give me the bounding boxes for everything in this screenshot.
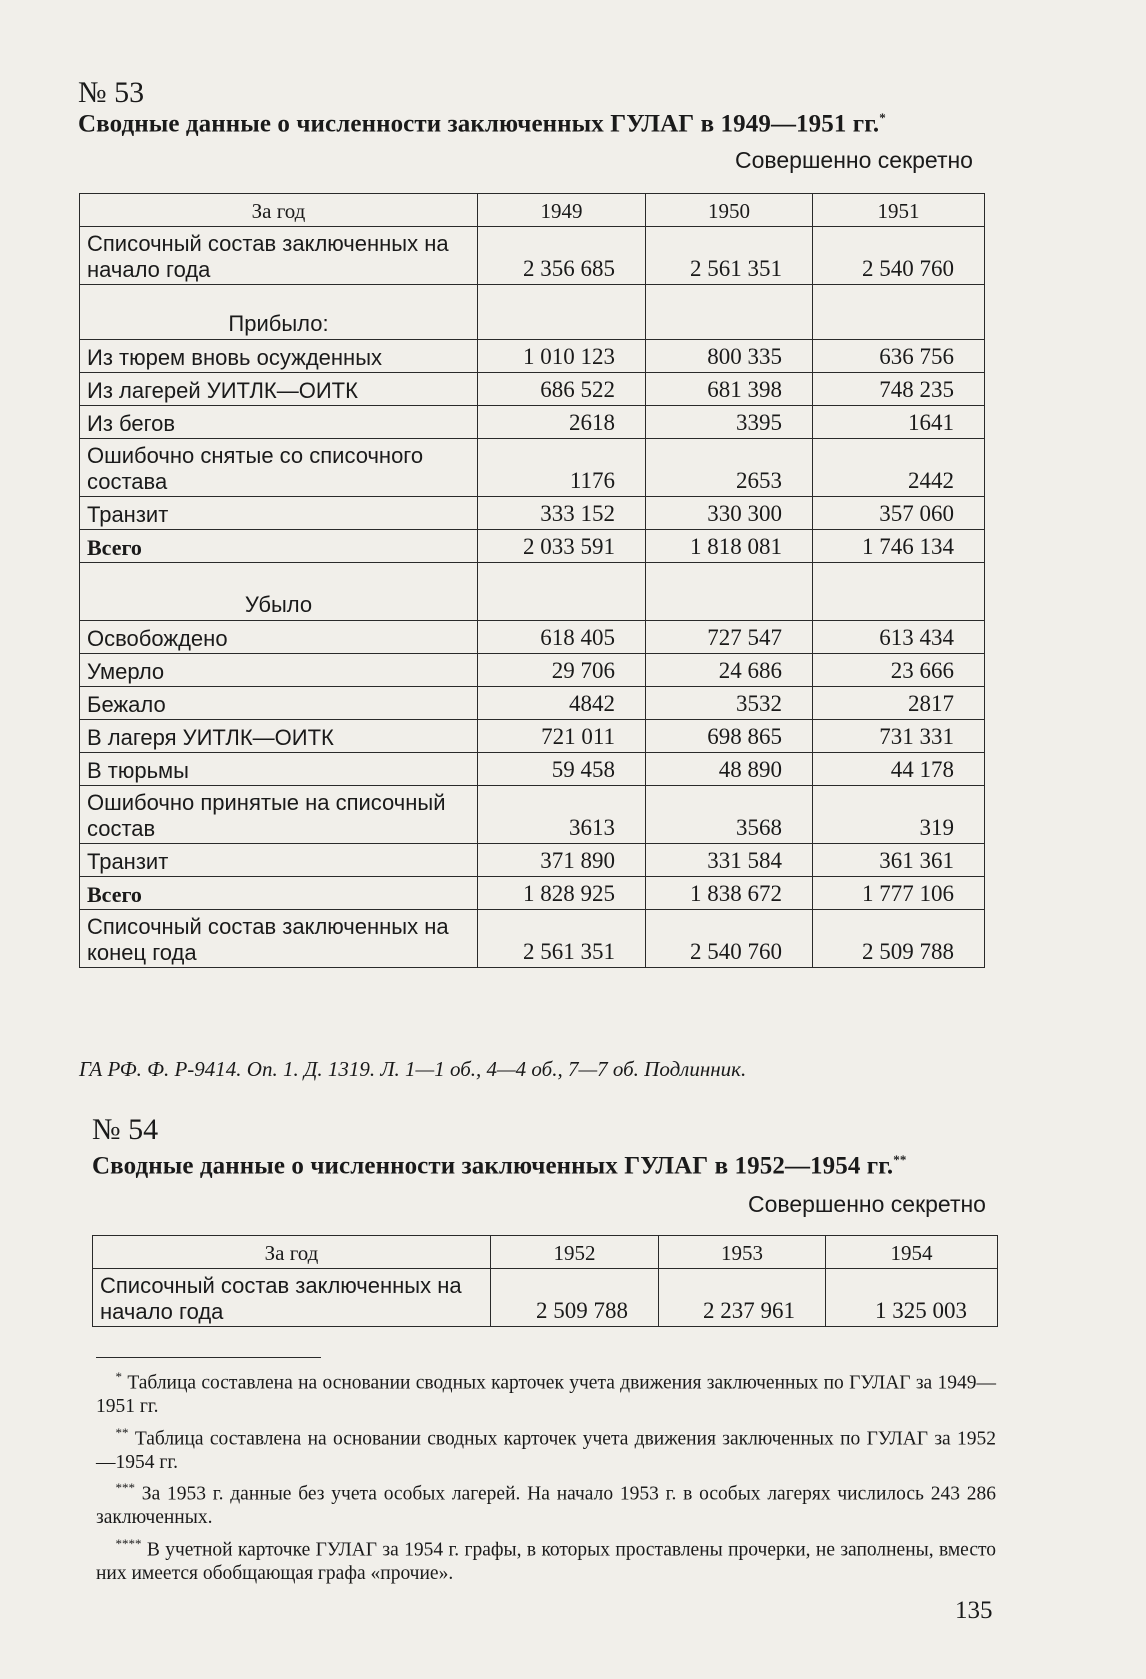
footnote-text: В учетной карточке ГУЛАГ за 1954 г. графы, в которых проставлены прочерки, не заполнены, вместо них имеется обобщающая графа «прочие».	[96, 1539, 996, 1584]
section-title-arrived: Прибыло:	[80, 285, 478, 340]
table-header-row	[80, 194, 985, 227]
table-row	[80, 406, 985, 439]
cell-1949: 2 356 685	[478, 227, 646, 285]
doc-54-number: № 54	[92, 1113, 159, 1146]
footnote-text: За 1953 г. данные без учета особых лагерей. На начало 1953 г. в особых лагерях числилось 243 286 заключенных.	[96, 1483, 997, 1528]
row-label: Умерло	[80, 654, 478, 687]
table-row	[80, 753, 985, 786]
cell-1949: 686 522	[478, 373, 646, 406]
cell-1951: 2 540 760	[813, 227, 985, 285]
section-title-departed: Убыло	[80, 563, 478, 621]
cell-1949: 59 458	[478, 753, 646, 786]
row-label: Списочный состав заключенных на начало года	[80, 227, 478, 285]
table-row	[80, 786, 985, 844]
row-label: Из тюрем вновь осужденных	[80, 340, 478, 373]
cell-1950: 3532	[646, 687, 813, 720]
table-row	[80, 340, 985, 373]
table-row-departed-total	[80, 877, 985, 910]
header-year-1951: 1951	[813, 194, 985, 227]
row-label: Бежало	[80, 687, 478, 720]
table-row	[80, 720, 985, 753]
row-label: Транзит	[80, 844, 478, 877]
cell-1949: 1 828 925	[478, 877, 646, 910]
cell-1949: 2618	[478, 406, 646, 439]
cell-1950: 698 865	[646, 720, 813, 753]
cell-1950: 331 584	[646, 844, 813, 877]
table-header-row	[93, 1236, 998, 1269]
footnote	[96, 1365, 996, 1419]
cell-1949: 29 706	[478, 654, 646, 687]
cell-1949: 333 152	[478, 497, 646, 530]
table-row-arrived-total	[80, 530, 985, 563]
cell-1950: 24 686	[646, 654, 813, 687]
header-year-1954: 1954	[826, 1236, 998, 1269]
empty-cell	[646, 285, 813, 340]
cell-1949: 1 010 123	[478, 340, 646, 373]
cell-1950: 1 838 672	[646, 877, 813, 910]
row-label: Всего	[80, 530, 478, 563]
table-row	[80, 844, 985, 877]
section-row-arrived	[80, 285, 985, 340]
cell-1951: 731 331	[813, 720, 985, 753]
doc-54-classification: Совершенно секретно	[748, 1191, 986, 1217]
cell-1950: 48 890	[646, 753, 813, 786]
doc-53-title	[78, 110, 886, 138]
footnote-mark: ****	[115, 1535, 142, 1551]
row-label: Списочный состав заключенных на конец года	[80, 910, 478, 968]
cell-1951: 2442	[813, 439, 985, 497]
cell-1950: 681 398	[646, 373, 813, 406]
table-row	[80, 654, 985, 687]
doc-54-title-mark: **	[893, 1152, 907, 1167]
header-year-1953: 1953	[659, 1236, 826, 1269]
cell-1954: 1 325 003	[826, 1269, 998, 1327]
empty-cell	[478, 563, 646, 621]
cell-1951: 44 178	[813, 753, 985, 786]
cell-1951: 319	[813, 786, 985, 844]
cell-1951: 361 361	[813, 844, 985, 877]
footnote-mark: **	[115, 1424, 129, 1440]
doc-53-number: № 53	[78, 76, 145, 109]
header-year-1952: 1952	[491, 1236, 659, 1269]
cell-1951: 2817	[813, 687, 985, 720]
row-label: В лагеря УИТЛК—ОИТК	[80, 720, 478, 753]
header-period: За год	[93, 1236, 491, 1269]
row-label: Ошибочно принятые на списочный состав	[80, 786, 478, 844]
cell-1951: 1 777 106	[813, 877, 985, 910]
empty-cell	[478, 285, 646, 340]
table-row-end	[80, 910, 985, 968]
footnote	[96, 1421, 996, 1475]
row-label: Из бегов	[80, 406, 478, 439]
row-label: В тюрьмы	[80, 753, 478, 786]
cell-1951: 1 746 134	[813, 530, 985, 563]
cell-1949: 371 890	[478, 844, 646, 877]
empty-cell	[813, 563, 985, 621]
doc-53-classification: Совершенно секретно	[735, 147, 973, 173]
cell-1949: 2 033 591	[478, 530, 646, 563]
header-period: За год	[80, 194, 478, 227]
cell-1950: 2 540 760	[646, 910, 813, 968]
cell-1951: 636 756	[813, 340, 985, 373]
table-row	[80, 373, 985, 406]
doc-53-source: ГА РФ. Ф. Р-9414. Оп. 1. Д. 1319. Л. 1—1 об., 4—4 об., 7—7 об. Подлинник.	[79, 1057, 747, 1081]
row-label: Транзит	[80, 497, 478, 530]
row-label: Всего	[80, 877, 478, 910]
footnote-text: Таблица составлена на основании сводных карточек учета движения заключенных по ГУЛАГ за 1952—1954 гг.	[96, 1428, 997, 1473]
table-row-start	[93, 1269, 998, 1327]
cell-1950: 3395	[646, 406, 813, 439]
cell-1949: 618 405	[478, 621, 646, 654]
cell-1950: 3568	[646, 786, 813, 844]
cell-1949: 1176	[478, 439, 646, 497]
row-label: Из лагерей УИТЛК—ОИТК	[80, 373, 478, 406]
cell-1951: 23 666	[813, 654, 985, 687]
header-year-1950: 1950	[646, 194, 813, 227]
doc-54-table	[92, 1235, 998, 1327]
cell-1953: 2 237 961	[659, 1269, 826, 1327]
doc-53-table	[79, 193, 985, 968]
doc-54-title	[92, 1152, 906, 1180]
empty-cell	[813, 285, 985, 340]
cell-1951: 2 509 788	[813, 910, 985, 968]
section-row-departed	[80, 563, 985, 621]
cell-1949: 3613	[478, 786, 646, 844]
cell-1951: 357 060	[813, 497, 985, 530]
doc-53-title-mark: *	[879, 110, 886, 125]
cell-1951: 1641	[813, 406, 985, 439]
table-row	[80, 621, 985, 654]
footnote-text: Таблица составлена на основании сводных карточек учета движения заключенных по ГУЛАГ за 1949—1951 гг.	[96, 1372, 997, 1417]
cell-1950: 2 561 351	[646, 227, 813, 285]
footnote-divider	[96, 1357, 321, 1358]
footnote-mark: ***	[115, 1480, 135, 1495]
cell-1951: 613 434	[813, 621, 985, 654]
row-label: Освобождено	[80, 621, 478, 654]
cell-1951: 748 235	[813, 373, 985, 406]
cell-1950: 330 300	[646, 497, 813, 530]
footnote-mark: *	[115, 1369, 122, 1384]
cell-1950: 1 818 081	[646, 530, 813, 563]
empty-cell	[646, 563, 813, 621]
doc-54-title-text: Сводные данные о численности заключенных ГУЛАГ в 1952—1954 гг.	[92, 1152, 894, 1180]
cell-1949: 721 011	[478, 720, 646, 753]
cell-1950: 2653	[646, 439, 813, 497]
cell-1950: 800 335	[646, 340, 813, 373]
footnote	[96, 1532, 996, 1586]
page-number: 135	[955, 1597, 993, 1624]
cell-1950: 727 547	[646, 621, 813, 654]
table-row	[80, 439, 985, 497]
table-row-start	[80, 227, 985, 285]
footnote	[96, 1476, 996, 1530]
header-year-1949: 1949	[478, 194, 646, 227]
row-label: Ошибочно снятые со списочного состава	[80, 439, 478, 497]
row-label: Списочный состав заключенных на начало года	[93, 1269, 491, 1327]
table-row	[80, 497, 985, 530]
cell-1949: 2 561 351	[478, 910, 646, 968]
doc-53-title-text: Сводные данные о численности заключенных ГУЛАГ в 1949—1951 гг.	[78, 110, 880, 138]
cell-1952: 2 509 788	[491, 1269, 659, 1327]
cell-1949: 4842	[478, 687, 646, 720]
table-row	[80, 687, 985, 720]
footnotes	[96, 1365, 996, 1587]
